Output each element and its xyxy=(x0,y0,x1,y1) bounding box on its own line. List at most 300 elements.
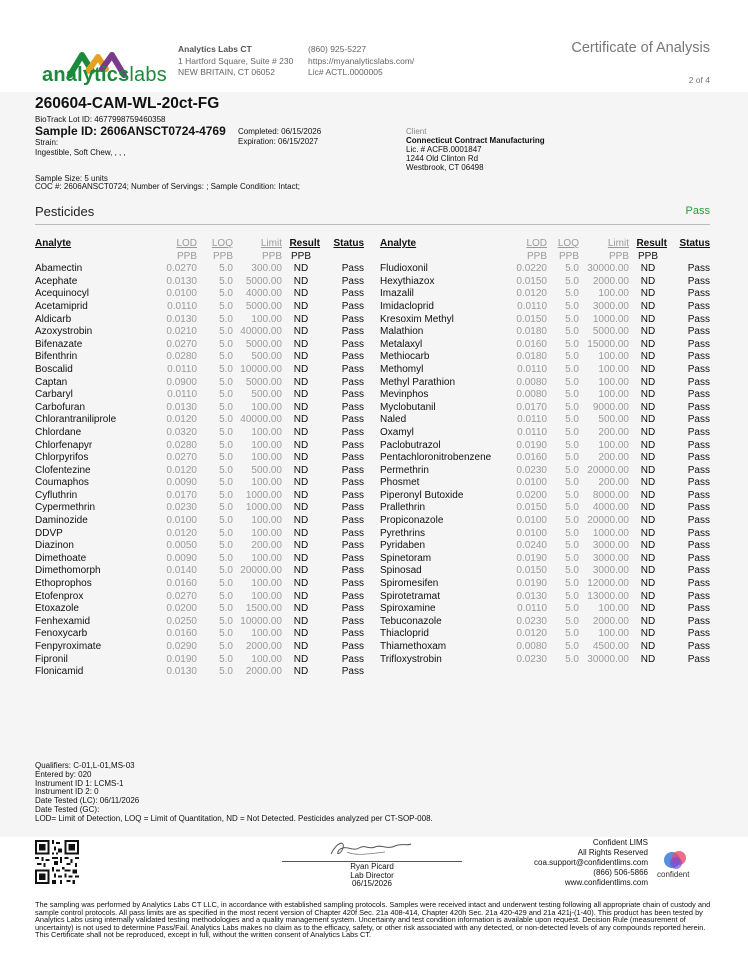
analyte-name: Flonicamid xyxy=(35,666,84,678)
analyte-name: Etoxazole xyxy=(35,603,79,615)
analyte-name: Aldicarb xyxy=(35,313,72,325)
limit-value: 100.00 xyxy=(598,389,629,401)
result-value: ND xyxy=(640,288,656,300)
result-value: ND xyxy=(293,313,309,325)
limit-value: 1000.00 xyxy=(245,502,282,514)
loq-value: 5.0 xyxy=(219,326,233,338)
result-value: ND xyxy=(293,439,309,451)
analyte-name: Bifenazate xyxy=(35,338,83,350)
lod-value: 0.0190 xyxy=(516,578,547,590)
result-value: ND xyxy=(293,477,309,489)
table-row xyxy=(380,351,710,364)
status-value: Pass xyxy=(341,540,364,552)
limit-value: 30000.00 xyxy=(587,263,629,275)
table-row xyxy=(380,502,710,515)
analyte-name: Spinosad xyxy=(380,565,422,577)
loq-value: 5.0 xyxy=(565,263,579,275)
col-header-status: Status xyxy=(333,238,364,249)
status-value: Pass xyxy=(687,313,710,325)
status-value: Pass xyxy=(341,464,364,476)
col-header-limit: Limit xyxy=(607,238,629,249)
results-table-left xyxy=(35,238,364,679)
document-title: Certificate of Analysis xyxy=(571,40,710,56)
lod-value: 0.0230 xyxy=(516,653,547,665)
analyte-name: Thiacloprid xyxy=(380,628,429,640)
limit-value: 15000.00 xyxy=(587,338,629,350)
lod-value: 0.0130 xyxy=(166,401,197,413)
loq-value: 5.0 xyxy=(565,300,579,312)
analyte-name: Fenpyroximate xyxy=(35,641,102,652)
result-value: ND xyxy=(293,502,309,514)
lod-value: 0.0110 xyxy=(517,363,547,375)
status-value: Pass xyxy=(341,351,364,363)
table-row xyxy=(380,427,710,440)
lod-value: 0.0100 xyxy=(166,288,197,300)
test-notes xyxy=(35,762,433,824)
limit-value: 100.00 xyxy=(598,376,629,388)
lod-value: 0.0270 xyxy=(166,452,197,464)
limit-value: 500.00 xyxy=(251,351,282,363)
loq-value: 5.0 xyxy=(219,363,233,375)
loq-value: 5.0 xyxy=(565,288,579,300)
lod-value: 0.0230 xyxy=(516,464,547,476)
analyte-name: Methiocarb xyxy=(380,351,430,363)
status-value: Pass xyxy=(687,452,710,464)
table-row xyxy=(380,628,710,641)
loq-value: 5.0 xyxy=(565,376,579,388)
loq-value: 5.0 xyxy=(565,389,579,401)
col-header-analyte: Analyte xyxy=(35,238,72,249)
result-value: ND xyxy=(640,338,656,350)
lod-value: 0.0140 xyxy=(166,565,197,577)
analyte-name: Methomyl xyxy=(380,363,424,375)
loq-value: 5.0 xyxy=(565,641,579,652)
analyte-name: Spirotetramat xyxy=(380,590,441,602)
limit-value: 20000.00 xyxy=(240,565,282,577)
loq-value: 5.0 xyxy=(219,552,233,564)
status-value: Pass xyxy=(687,628,710,640)
lims-info xyxy=(534,838,648,888)
lod-value: 0.0100 xyxy=(516,515,547,527)
status-value: Pass xyxy=(687,363,710,375)
result-value: ND xyxy=(293,300,309,312)
result-value: ND xyxy=(293,578,309,590)
lod-value: 0.0170 xyxy=(516,401,547,413)
table-row xyxy=(380,654,710,667)
table-row xyxy=(35,339,364,352)
table-row xyxy=(35,440,364,453)
table-row xyxy=(35,314,364,327)
signer-name: Ryan Picard xyxy=(350,862,394,871)
table-row xyxy=(380,490,710,503)
loq-value: 5.0 xyxy=(565,338,579,350)
result-value: ND xyxy=(640,300,656,312)
qr-code-icon[interactable] xyxy=(35,840,79,884)
limit-value: 3000.00 xyxy=(592,565,629,577)
result-value: ND xyxy=(640,515,656,527)
result-value: ND xyxy=(640,653,656,665)
lod-value: 0.0130 xyxy=(166,313,197,325)
limit-value: 300.00 xyxy=(251,263,282,275)
analyte-name: Pyridaben xyxy=(380,540,426,552)
table-row xyxy=(35,288,364,301)
loq-value: 5.0 xyxy=(219,414,233,426)
result-value: ND xyxy=(640,263,656,275)
analyte-name: Ethoprophos xyxy=(35,578,92,590)
section-divider xyxy=(35,224,710,225)
limit-value: 200.00 xyxy=(251,540,282,552)
col-header-lod: LOD xyxy=(176,238,197,249)
lab-address-line1: 1 Hartford Square, Suite # 230 xyxy=(178,55,294,66)
unit-limit: PPB xyxy=(261,250,282,262)
result-value: ND xyxy=(640,313,656,325)
limit-value: 100.00 xyxy=(251,515,282,527)
lod-value: 0.0250 xyxy=(166,615,197,627)
result-value: ND xyxy=(293,641,309,652)
analyte-name: Spiroxamine xyxy=(380,603,436,615)
analyte-name: Carbaryl xyxy=(35,389,73,401)
lod-value: 0.0120 xyxy=(166,527,197,539)
limit-value: 30000.00 xyxy=(587,653,629,665)
analyte-name: Mevinphos xyxy=(380,389,429,401)
lod-value: 0.0190 xyxy=(166,653,197,665)
signer-title: Lab Director xyxy=(350,870,394,880)
result-value: ND xyxy=(640,275,656,287)
strain-label: Strain: xyxy=(35,138,59,147)
unit-limit: PPB xyxy=(608,250,629,262)
status-value: Pass xyxy=(341,389,364,401)
status-value: Pass xyxy=(341,578,364,590)
lod-value: 0.0100 xyxy=(516,477,547,489)
limit-value: 5000.00 xyxy=(245,275,282,287)
analyte-name: Cyfluthrin xyxy=(35,489,78,501)
table-row xyxy=(35,364,364,377)
analyte-name: Permethrin xyxy=(380,464,429,476)
logo-wordmark: analyticslabs xyxy=(42,64,167,86)
status-value: Pass xyxy=(341,363,364,375)
loq-value: 5.0 xyxy=(219,401,233,413)
limit-value: 10000.00 xyxy=(240,363,282,375)
loq-value: 5.0 xyxy=(219,426,233,438)
signature-image xyxy=(325,838,415,860)
loq-value: 5.0 xyxy=(219,313,233,325)
result-value: ND xyxy=(293,653,309,665)
loq-value: 5.0 xyxy=(219,578,233,590)
status-value: Pass xyxy=(341,590,364,602)
table-row xyxy=(35,565,364,578)
lod-value: 0.0110 xyxy=(517,603,547,615)
loq-value: 5.0 xyxy=(565,502,579,514)
analyte-name: Azoxystrobin xyxy=(35,326,93,338)
loq-value: 5.0 xyxy=(565,275,579,287)
status-value: Pass xyxy=(687,275,710,287)
lod-value: 0.0080 xyxy=(516,641,547,652)
result-value: ND xyxy=(640,615,656,627)
status-value: Pass xyxy=(687,439,710,451)
table-row xyxy=(35,616,364,629)
limit-value: 100.00 xyxy=(598,628,629,640)
loq-value: 5.0 xyxy=(565,351,579,363)
lod-value: 0.0110 xyxy=(517,414,547,426)
table-header-row xyxy=(380,238,710,251)
lod-value: 0.0290 xyxy=(166,641,197,652)
limit-value: 100.00 xyxy=(251,527,282,539)
lod-value: 0.0130 xyxy=(166,275,197,287)
table-row xyxy=(35,402,364,415)
lod-value: 0.0110 xyxy=(517,426,547,438)
status-value: Pass xyxy=(341,628,364,640)
analyte-name: Hexythiazox xyxy=(380,275,435,287)
status-value: Pass xyxy=(687,489,710,501)
table-row xyxy=(380,616,710,629)
loq-value: 5.0 xyxy=(219,489,233,501)
analyte-name: Imidacloprid xyxy=(380,300,434,312)
client-label: Client xyxy=(406,127,427,136)
status-value: Pass xyxy=(341,401,364,413)
completed-date: Completed: 06/15/2026 xyxy=(238,127,322,136)
confident-logo-icon xyxy=(660,848,690,872)
status-value: Pass xyxy=(341,452,364,464)
limit-value: 100.00 xyxy=(598,351,629,363)
analyte-name: Acetamiprid xyxy=(35,300,88,312)
col-header-result: Result xyxy=(289,238,320,249)
analyte-name: Etofenprox xyxy=(35,590,84,602)
analyte-name: Chlorpyrifos xyxy=(35,452,89,464)
table-row xyxy=(35,628,364,641)
loq-value: 5.0 xyxy=(219,477,233,489)
status-value: Pass xyxy=(341,653,364,665)
table-row xyxy=(380,263,710,276)
lod-value: 0.0150 xyxy=(516,502,547,514)
lod-value: 0.0150 xyxy=(516,313,547,325)
loq-value: 5.0 xyxy=(565,552,579,564)
table-row xyxy=(35,377,364,390)
status-value: Pass xyxy=(341,300,364,312)
analyte-name: Methyl Parathion xyxy=(380,376,456,388)
limit-value: 4000.00 xyxy=(245,288,282,300)
limit-value: 5000.00 xyxy=(245,300,282,312)
table-row xyxy=(380,440,710,453)
status-value: Pass xyxy=(341,414,364,426)
limit-value: 200.00 xyxy=(598,477,629,489)
loq-value: 5.0 xyxy=(219,389,233,401)
lod-value: 0.0110 xyxy=(167,389,197,401)
analyte-name: Carbofuran xyxy=(35,401,86,413)
result-value: ND xyxy=(293,565,309,577)
table-row xyxy=(35,263,364,276)
lab-phone: (860) 925-5227 xyxy=(308,44,367,54)
analyte-name: Acephate xyxy=(35,275,78,287)
result-value: ND xyxy=(640,464,656,476)
table-row xyxy=(380,402,710,415)
loq-value: 5.0 xyxy=(565,439,579,451)
col-header-status: Status xyxy=(679,238,710,249)
analyte-name: Daminozide xyxy=(35,515,88,527)
analyte-name: Bifenthrin xyxy=(35,351,78,363)
table-row xyxy=(35,603,364,616)
status-value: Pass xyxy=(341,313,364,325)
status-value: Pass xyxy=(687,338,710,350)
analyte-name: Fenhexamid xyxy=(35,615,91,627)
loq-value: 5.0 xyxy=(565,464,579,476)
loq-value: 5.0 xyxy=(565,515,579,527)
table-header-row xyxy=(35,238,364,251)
lims-website[interactable]: www.confidentlims.com xyxy=(564,878,648,887)
analyte-name: Oxamyl xyxy=(380,426,414,438)
note-line: LOD= Limit of Detection, LOQ = Limit of Quantitation, ND = Not Detected. Pesticides analyzed per CT-SOP-008. xyxy=(35,813,433,823)
loq-value: 5.0 xyxy=(565,326,579,338)
loq-value: 5.0 xyxy=(219,338,233,350)
sample-id: Sample ID: 2606ANSCT0724-4769 xyxy=(35,124,226,138)
coc-info: COC #: 2606ANSCT0724; Number of Servings: ; Sample Condition: Intact; xyxy=(35,182,301,191)
lims-email[interactable]: coa.support@confidentlims.com xyxy=(534,858,648,867)
loq-value: 5.0 xyxy=(219,641,233,652)
result-value: ND xyxy=(640,628,656,640)
limit-value: 2000.00 xyxy=(592,615,629,627)
lod-value: 0.0160 xyxy=(166,628,197,640)
note-line: Qualifiers: C-01,L-01,MS-03 xyxy=(35,761,135,770)
result-value: ND xyxy=(640,414,656,426)
limit-value: 200.00 xyxy=(598,426,629,438)
result-value: ND xyxy=(640,540,656,552)
status-value: Pass xyxy=(341,288,364,300)
loq-value: 5.0 xyxy=(565,426,579,438)
lims-rights: All Rights Reserved xyxy=(577,848,648,857)
result-value: ND xyxy=(293,414,309,426)
status-value: Pass xyxy=(687,552,710,564)
limit-value: 1000.00 xyxy=(592,527,629,539)
analyte-name: Fipronil xyxy=(35,653,68,665)
signer-info xyxy=(282,863,462,889)
lod-value: 0.0230 xyxy=(166,502,197,514)
status-value: Pass xyxy=(341,565,364,577)
status-value: Pass xyxy=(687,615,710,627)
limit-value: 100.00 xyxy=(598,363,629,375)
analyte-name: Pentachloronitrobenzene xyxy=(380,452,492,464)
product-id: 260604-CAM-WL-20ct-FG xyxy=(35,95,220,112)
status-value: Pass xyxy=(687,578,710,590)
lod-value: 0.0080 xyxy=(516,389,547,401)
table-row xyxy=(380,477,710,490)
analyte-name: DDVP xyxy=(35,527,63,539)
analyte-name: Myclobutanil xyxy=(380,401,436,413)
lab-address xyxy=(178,44,293,79)
analyte-name: Coumaphos xyxy=(35,477,89,489)
lod-value: 0.0120 xyxy=(516,288,547,300)
limit-value: 4000.00 xyxy=(592,502,629,514)
analyte-name: Abamectin xyxy=(35,263,83,275)
loq-value: 5.0 xyxy=(219,502,233,514)
table-row xyxy=(35,578,364,591)
analyte-name: Propiconazole xyxy=(380,515,444,527)
table-row xyxy=(380,452,710,465)
lod-value: 0.0200 xyxy=(166,603,197,615)
status-value: Pass xyxy=(341,426,364,438)
table-row xyxy=(380,364,710,377)
sample-dates xyxy=(238,127,321,147)
result-value: ND xyxy=(640,565,656,577)
limit-value: 1500.00 xyxy=(245,603,282,615)
analyte-name: Malathion xyxy=(380,326,424,338)
status-value: Pass xyxy=(341,641,364,652)
disclaimer-text: The sampling was performed by Analytics Labs CT LLC, in accordance with established sampling protocols. Samples were received intact and underwent testing following all appropriate chain of custody and sample control protocols. All pass limits are as specified in the most recent version of Chapter 420f Sec. 21a 408-414, Chapter 420h Sec. 21a 420-429 and 21a 421j-(1-40). This product has been tested by Analytics Labs using internally validated testing methodologies and a quality management system. Uncertainty and test condition information is available upon request. Decision Rule (measurement of uncertainty) is not used to determine Pass/Fail. Analytics Labs makes no claim as to the efficacy, safety, or other risk associated with any detected, or non-detected levels of any compounds reported herein. This Certificate shall not be reproduced, except in full, without the written consent of Analytics Labs CT. xyxy=(35,900,711,940)
loq-value: 5.0 xyxy=(565,615,579,627)
analyte-name: Captan xyxy=(35,376,68,388)
table-row xyxy=(380,528,710,541)
status-value: Pass xyxy=(687,263,710,275)
result-value: ND xyxy=(293,326,309,338)
unit-lod: PPB xyxy=(526,250,547,262)
limit-value: 100.00 xyxy=(598,288,629,300)
result-value: ND xyxy=(640,590,656,602)
loq-value: 5.0 xyxy=(219,515,233,527)
result-value: ND xyxy=(293,590,309,602)
result-value: ND xyxy=(293,288,309,300)
result-value: ND xyxy=(640,527,656,539)
table-row xyxy=(35,490,364,503)
status-value: Pass xyxy=(687,641,710,652)
table-row xyxy=(35,301,364,314)
limit-value: 100.00 xyxy=(251,477,282,489)
lod-value: 0.0170 xyxy=(166,489,197,501)
col-header-lod: LOD xyxy=(526,238,547,249)
limit-value: 2000.00 xyxy=(592,275,629,287)
status-value: Pass xyxy=(341,326,364,338)
client-license: Lic. # ACFB.0001847 xyxy=(406,145,482,154)
loq-value: 5.0 xyxy=(565,313,579,325)
result-value: ND xyxy=(293,540,309,552)
status-value: Pass xyxy=(341,477,364,489)
result-value: ND xyxy=(640,426,656,438)
limit-value: 100.00 xyxy=(598,439,629,451)
sample-size: Sample Size: 5 units xyxy=(35,174,108,183)
lod-value: 0.0150 xyxy=(516,565,547,577)
limit-value: 1000.00 xyxy=(245,489,282,501)
limit-value: 12000.00 xyxy=(587,578,629,590)
result-value: ND xyxy=(640,502,656,514)
loq-value: 5.0 xyxy=(219,666,233,678)
lab-website[interactable]: https://myanalyticslabs.com/ xyxy=(308,55,415,66)
status-value: Pass xyxy=(687,590,710,602)
status-value: Pass xyxy=(687,376,710,388)
status-value: Pass xyxy=(687,351,710,363)
result-value: ND xyxy=(293,263,309,275)
limit-value: 100.00 xyxy=(251,452,282,464)
client-name: Connecticut Contract Manufacturing xyxy=(406,136,545,145)
limit-value: 3000.00 xyxy=(592,552,629,564)
limit-value: 200.00 xyxy=(598,452,629,464)
analyte-name: Cypermethrin xyxy=(35,502,96,514)
limit-value: 100.00 xyxy=(251,426,282,438)
status-value: Pass xyxy=(341,489,364,501)
table-row xyxy=(35,540,364,553)
result-value: ND xyxy=(293,515,309,527)
table-row xyxy=(35,553,364,566)
status-value: Pass xyxy=(687,288,710,300)
limit-value: 5000.00 xyxy=(245,338,282,350)
limit-value: 100.00 xyxy=(251,401,282,413)
signer-date: 06/15/2026 xyxy=(351,879,393,888)
status-value: Pass xyxy=(341,666,364,678)
limit-value: 20000.00 xyxy=(587,464,629,476)
loq-value: 5.0 xyxy=(219,439,233,451)
lod-value: 0.0180 xyxy=(516,351,547,363)
status-value: Pass xyxy=(341,502,364,514)
confident-wordmark: confident xyxy=(657,870,690,879)
table-row xyxy=(380,288,710,301)
loq-value: 5.0 xyxy=(219,300,233,312)
analyte-name: Tebuconazole xyxy=(380,615,442,627)
